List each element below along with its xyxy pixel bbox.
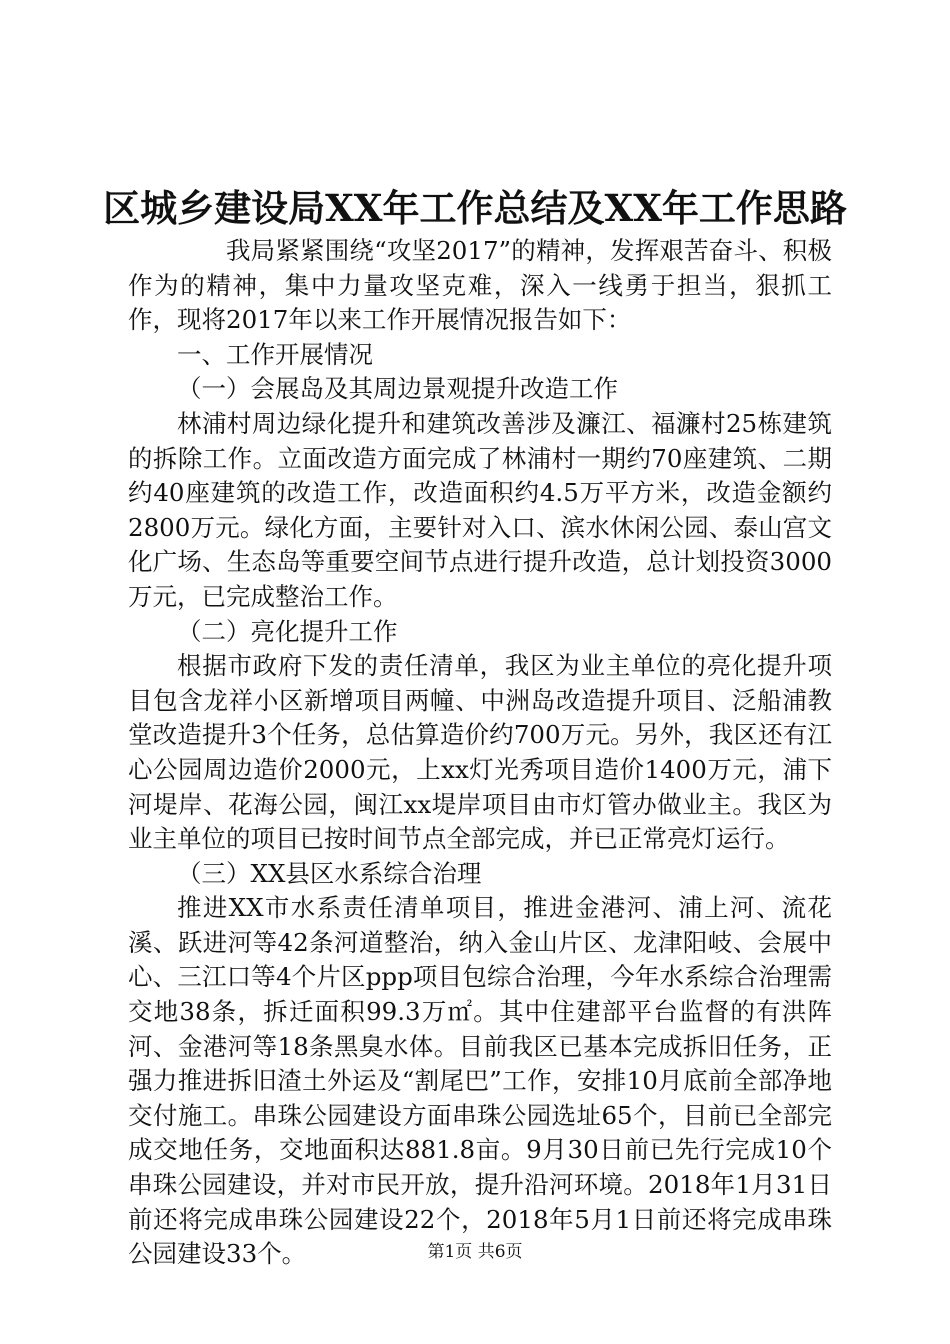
page-number-footer: 第1页 共6页 [427,1242,523,1262]
intro-paragraph: 我局紧紧围绕“攻坚2017”的精神，发挥艰苦奋斗、积极作为的精神，集中力量攻坚克难，深入一线勇于担当，狠抓工作，现将2017年以来工作开展情况报告如下： [128,236,832,335]
document-body [128,234,832,1272]
subsection-heading: （一）会展岛及其周边景观提升改造工作 [177,374,618,404]
body-paragraph: 林浦村周边绿化提升和建筑改善涉及濂江、福濂村25栋建筑的拆除工作。立面改造方面完成了林浦村一期约70座建筑、二期约40座建筑的改造工作，改造面积约4.5万平方米，改造金额约2800万元。绿化方面，主要针对入口、滨水休闲公园、泰山宫文化广场、生态岛等重要空间节点进行提升改造，总计划投资3000万元，已完成整治工作。 [128,408,832,611]
section-heading: 一、工作开展情况 [177,339,373,369]
body-paragraph: 根据市政府下发的责任清单，我区为业主单位的亮化提升项目包含龙祥小区新增项目两幢、中洲岛改造提升项目、泛船浦教堂改造提升3个任务，总估算造价约700万元。另外，我区还有江心公园周边造价2000元，上xx灯光秀项目造价1400万元，浦下河堤岸、花海公园，闽江xx堤岸项目由市灯管办做业主。我区为业主单位的项目已按时间节点全部完成，并已正常亮灯运行。 [128,651,832,854]
document-title: 区城乡建设局XX年工作总结及XX年工作思路 [103,186,847,230]
subsection-heading: （三）XX县区水系综合治理 [177,858,482,888]
body-paragraph: 推进XX市水系责任清单项目，推进金港河、浦上河、流花溪、跃进河等42条河道整治，纳入金山片区、龙津阳岐、会展中心、三江口等4个片区ppp项目包综合治理，今年水系综合治理需交地38条，拆迁面积99.3万㎡。其中住建部平台监督的有洪阵河、金港河等18条黑臭水体。目前我区已基本完成拆旧任务，正强力推进拆旧渣土外运及“割尾巴”工作，安排10月底前全部净地交付施工。串珠公园建设方面串珠公园选址65个，目前已全部完成交地任务，交地面积达881.8亩。9月30日前已先行完成10个串珠公园建设，并对市民开放，提升沿河环境。2018年1月31日前还将完成串珠公园建设22个，2018年5月1日前还将完成串珠公园建设33个。 [128,893,832,1269]
subsection-heading: （二）亮化提升工作 [177,616,398,646]
